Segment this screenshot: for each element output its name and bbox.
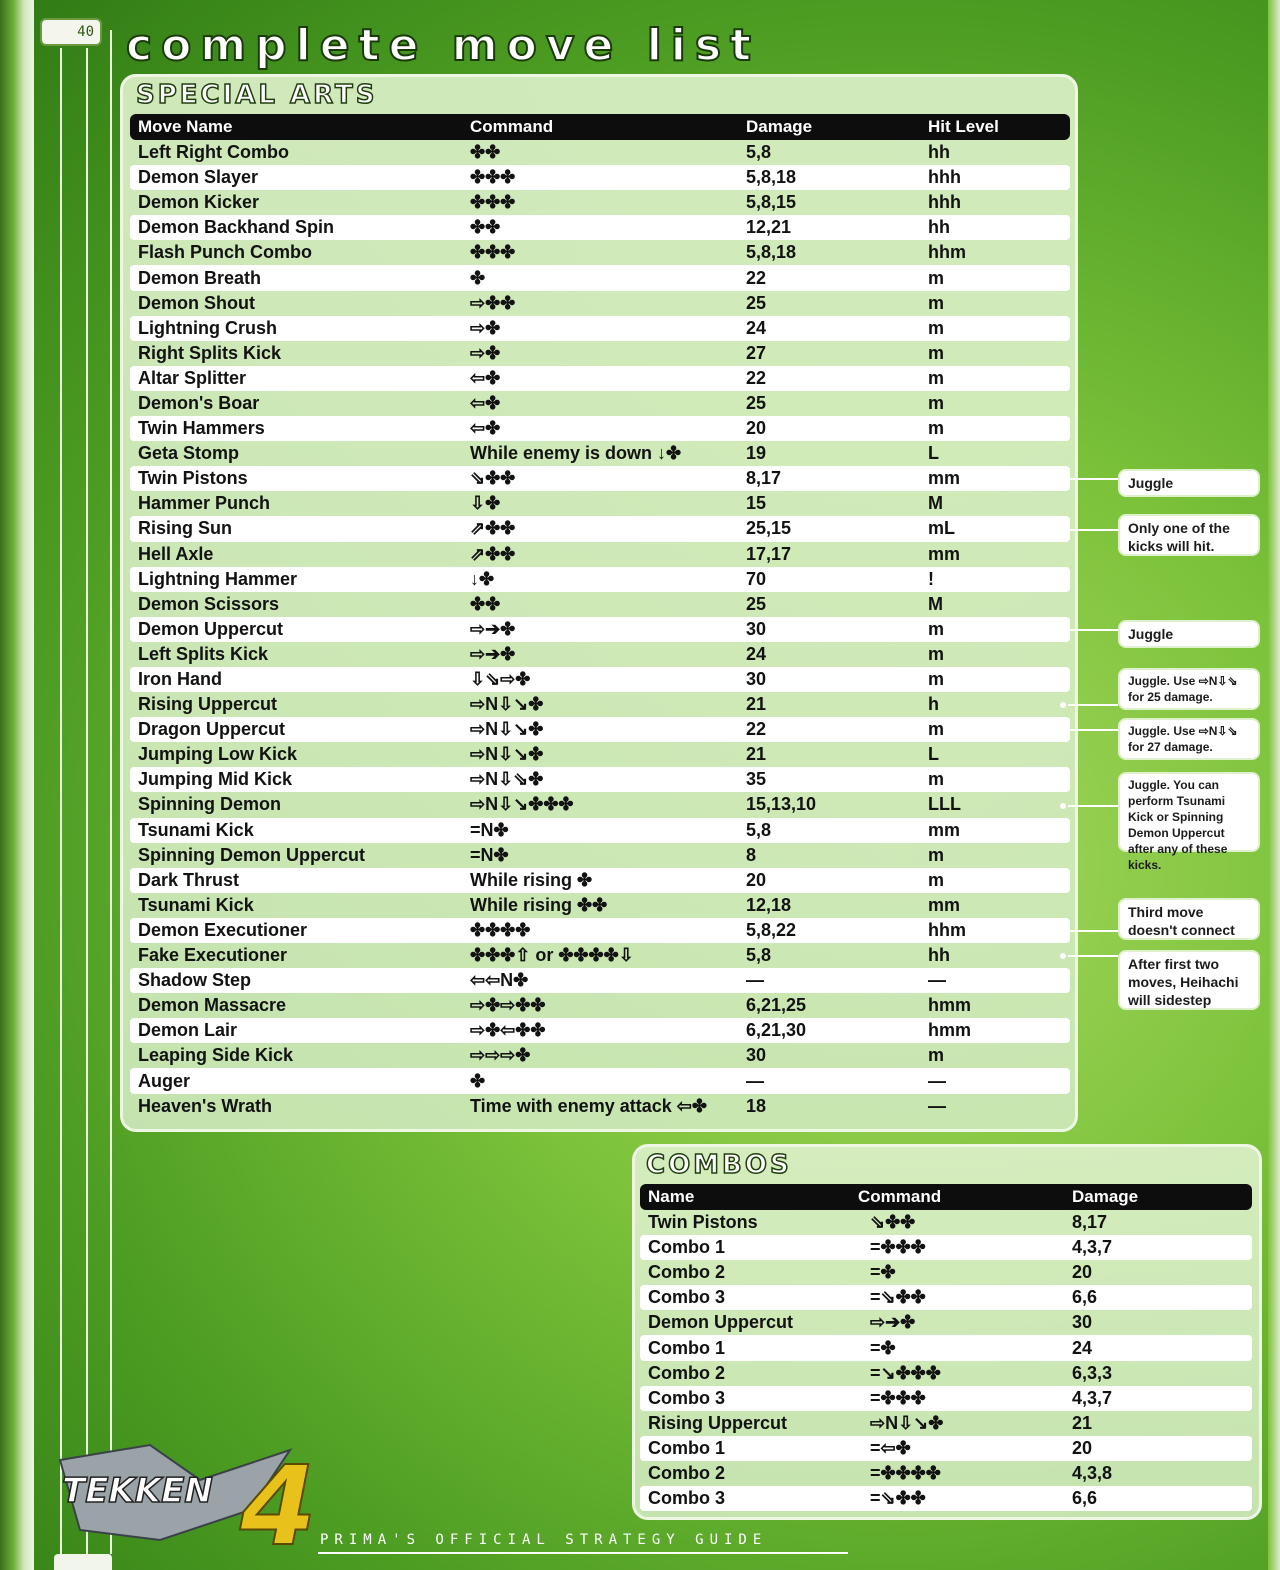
combo-name-cell: Combo 3 [640,1285,850,1310]
callout-connector [1068,704,1118,706]
combo-name-cell: Combo 2 [648,1462,726,1483]
damage-cell: 5,8,18 [738,165,920,190]
command-cell: ⇗✤✤ [462,516,738,541]
special-arts-title: SPECIAL ARTS [136,80,378,110]
callout-dot [1060,727,1066,733]
table-row [130,692,1070,717]
callout-note: Juggle [1118,469,1260,497]
hit-level-cell: m [928,643,945,664]
table-row [130,1068,1070,1093]
callout-connector [1068,930,1118,932]
table-row [130,542,1070,567]
damage-cell: 21 [746,744,767,765]
callout-connector [1068,805,1118,807]
damage-cell: — [738,1068,920,1093]
command-cell: ✤✤✤ [470,192,516,213]
hit-level-cell: hmm [928,995,972,1016]
hit-level-cell: L [928,443,939,464]
table-row [130,943,1070,968]
damage-cell: 30 [746,1045,767,1066]
callout-note: Juggle. Use ⇨N⇩⇘ for 27 damage. [1118,718,1260,760]
command-cell: ✤✤✤ [470,242,516,263]
move-name-cell: Auger [130,1068,462,1093]
command-cell: ⇨✤✤ [470,292,516,313]
combo-damage-cell: 6,6 [1064,1285,1252,1310]
hit-level-cell: mm [920,466,1070,491]
move-name-cell: Geta Stomp [138,443,240,464]
damage-cell: 5,8,22 [738,918,920,943]
callout-dot [1060,627,1066,633]
combo-damage-cell: 24 [1064,1335,1252,1360]
hit-level-cell: m [920,265,1070,290]
hit-level-cell: ! [920,567,1070,592]
damage-cell: 18 [746,1095,767,1116]
table-row [130,893,1070,918]
damage-cell: 19 [746,443,767,464]
page-title: complete move list [126,20,761,71]
move-name-cell: Twin Pistons [130,466,462,491]
table-row [130,441,1070,466]
move-name-cell: Demon Breath [130,265,462,290]
combo-name-cell: Combo 3 [640,1386,850,1411]
table-row [640,1461,1252,1486]
table-row [130,993,1070,1018]
damage-cell: 6,21,30 [738,1018,920,1043]
command-cell: ⇦⇦N✤ [462,968,738,993]
combo-command-cell: =✤✤✤ [850,1386,1064,1411]
table-row [130,466,1070,491]
move-name-cell: Demon Kicker [138,192,260,213]
move-name-cell: Shadow Step [130,968,462,993]
hit-level-cell: m [920,316,1070,341]
combo-name-cell: Twin Pistons [648,1212,758,1233]
callout-note: Juggle. Use ⇨N⇩⇘ for 25 damage. [1118,668,1260,710]
callout-dot [1060,803,1066,809]
damage-cell: 22 [738,265,920,290]
combos-table [640,1184,1252,1511]
table-row [640,1361,1252,1386]
combo-damage-cell: 30 [1072,1312,1093,1333]
damage-cell: 25 [746,392,767,413]
combo-name-cell: Combo 1 [640,1335,850,1360]
table-row [130,1043,1070,1068]
column-header-move-name: Move Name [130,114,462,140]
hit-level-cell: mm [920,818,1070,843]
damage-cell: 5,8 [746,945,772,966]
damage-cell: 35 [738,767,920,792]
combo-damage-cell: 6,6 [1064,1486,1252,1511]
move-name-cell: Tsunami Kick [130,818,462,843]
move-name-cell: Leaping Side Kick [138,1045,294,1066]
damage-cell: — [738,968,920,993]
decorative-line [110,30,112,1554]
table-row [130,140,1070,165]
page-edge [1268,0,1280,1570]
move-name-cell: Hell Axle [138,543,214,564]
callout-dot [1060,953,1066,959]
damage-cell: 20 [738,868,920,893]
table-row [130,516,1070,541]
combo-command-cell: ⇨N⇩↘✤ [870,1412,944,1433]
decorative-line [60,48,62,1554]
column-header-name: Name [640,1184,850,1210]
damage-cell: 17,17 [746,543,792,564]
damage-cell: 25 [746,593,767,614]
command-cell: ⇨N⇩↘✤ [462,717,738,742]
column-header-command: Command [850,1184,1064,1210]
move-name-cell: Heaven's Wrath [138,1095,272,1116]
combo-command-cell: =⇘✤✤ [850,1285,1064,1310]
tekken-4-logo [40,1440,340,1550]
hit-level-cell: m [920,416,1070,441]
callout-dot [1060,928,1066,934]
table-row [130,416,1070,441]
damage-cell: 8 [746,844,757,865]
damage-cell: 30 [738,667,920,692]
command-cell: ⇨✤⇨✤✤ [470,995,546,1016]
table-row [130,190,1070,215]
command-cell: ⇦✤ [462,366,738,391]
command-cell: ⇨N⇩⇘✤ [462,767,738,792]
hit-level-cell: m [928,844,945,865]
table-row [130,391,1070,416]
combos-title: COMBOS [646,1150,792,1180]
hit-level-cell: m [920,868,1070,893]
table-row [130,165,1070,190]
page-number: 40 [77,24,94,40]
hit-level-cell: — [920,1068,1070,1093]
damage-cell: 25 [746,292,767,313]
table-row [130,215,1070,240]
move-name-cell: Twin Hammers [130,416,462,441]
hit-level-cell: m [920,667,1070,692]
command-cell: ⇨N⇩↘✤ [470,744,544,765]
hit-level-cell: M [928,593,943,614]
hit-level-cell: hh [928,945,950,966]
move-name-cell: Lightning Crush [130,316,462,341]
move-name-cell: Lightning Hammer [130,567,462,592]
command-cell: =N✤ [470,844,509,865]
combo-command-cell: =✤✤✤ [850,1235,1064,1260]
combo-command-cell: =✤ [870,1262,896,1283]
hit-level-cell: m [920,717,1070,742]
damage-cell: 12,18 [746,894,792,915]
combo-command-cell: =⇦✤ [850,1436,1064,1461]
combo-name-cell: Combo 2 [648,1262,726,1283]
damage-cell: 21 [746,694,767,715]
table-row [640,1486,1252,1511]
table-row [130,291,1070,316]
table-row [130,491,1070,516]
command-cell: ✤✤ [470,142,501,163]
callout-connector [1068,729,1118,731]
hit-level-cell: m [928,292,945,313]
combo-command-cell: =✤ [850,1335,1064,1360]
table-row [130,843,1070,868]
callout-note: Juggle [1118,620,1260,648]
move-name-cell: Flash Punch Combo [138,242,313,263]
table-row [130,316,1070,341]
command-cell: ⇨✤⇦✤✤ [462,1018,738,1043]
damage-cell: 15 [746,493,767,514]
combo-damage-cell: 6,3,3 [1072,1362,1113,1383]
move-name-cell: Rising Uppercut [138,694,278,715]
combo-damage-cell: 4,3,8 [1072,1462,1113,1483]
command-cell: ⇨⇨⇨✤ [470,1045,531,1066]
table-row [130,265,1070,290]
move-name-cell: Demon Executioner [130,918,462,943]
move-name-cell: Dark Thrust [130,868,462,893]
table-row [640,1260,1252,1285]
table-row [640,1386,1252,1411]
combo-damage-cell: 21 [1072,1412,1093,1433]
hit-level-cell: hhm [928,242,966,263]
move-name-cell: Demon's Boar [138,392,260,413]
table-row [130,642,1070,667]
command-cell: ↓✤ [462,567,738,592]
damage-cell: 30 [738,617,920,642]
table-row [640,1210,1252,1235]
damage-cell: 5,8,18 [746,242,797,263]
logo-number: 4 [240,1442,317,1550]
special-arts-table [130,114,1070,1119]
callout-dot [1060,476,1066,482]
hit-level-cell: mm [928,894,961,915]
table-row [130,818,1070,843]
command-cell: ✤ [462,1068,738,1093]
hit-level-cell: hhm [920,918,1070,943]
table-row [130,767,1070,792]
command-cell: =N✤ [462,818,738,843]
command-cell: ✤✤✤ [462,165,738,190]
damage-cell: 15,13,10 [746,794,817,815]
command-cell: ⇦✤ [470,392,501,413]
move-name-cell: Altar Splitter [130,366,462,391]
footer-line [318,1552,848,1554]
move-name-cell: Jumping Low Kick [138,744,298,765]
special-arts-header-row [130,114,1070,140]
hit-level-cell: — [920,968,1070,993]
combo-damage-cell: 4,3,7 [1064,1235,1252,1260]
command-cell: ✤✤ [462,215,738,240]
combo-name-cell: Combo 3 [640,1486,850,1511]
move-name-cell: Dragon Uppercut [130,717,462,742]
damage-cell: 8,17 [738,466,920,491]
combo-name-cell: Combo 1 [640,1235,850,1260]
callout-note: After first two moves, Heihachi will sidestep [1118,950,1260,1010]
callout-note: Juggle. You can perform Tsunami Kick or Spinning Demon Uppercut after any of these kicks. [1118,772,1260,852]
bottom-tab [54,1554,112,1570]
damage-cell: 24 [746,643,767,664]
callout-dot [1060,527,1066,533]
table-row [640,1235,1252,1260]
hit-level-cell: m [920,366,1070,391]
hit-level-cell: hhh [928,192,961,213]
callout-connector [1068,529,1118,531]
table-row [640,1411,1252,1436]
hit-level-cell: hmm [920,1018,1070,1043]
callout-note: Third move doesn't connect [1118,898,1260,940]
combo-command-cell: =✤✤✤✤ [870,1462,941,1483]
command-cell: ⇦✤ [462,416,738,441]
command-cell: ⇨➔✤ [462,617,738,642]
damage-cell: 5,8 [738,818,920,843]
page-number-tab [40,18,102,46]
command-cell: ⇗✤✤ [470,543,516,564]
move-name-cell: Left Splits Kick [138,643,269,664]
combo-name-cell: Rising Uppercut [648,1412,788,1433]
callout-note: Only one of the kicks will hit. [1118,514,1260,556]
damage-cell: 24 [738,316,920,341]
logo-text: TEKKEN [62,1471,213,1511]
combo-name-cell: Demon Uppercut [648,1312,794,1333]
damage-cell: 22 [738,366,920,391]
combo-damage-cell: 20 [1072,1262,1093,1283]
table-row [130,617,1070,642]
column-header-damage: Damage [738,114,920,140]
combo-command-cell: ⇨➔✤ [870,1312,916,1333]
command-cell: ⇨N⇩↘✤ [470,694,544,715]
column-header-command: Command [462,114,738,140]
damage-cell: 12,21 [738,215,920,240]
hit-level-cell: — [928,1095,946,1116]
table-row [130,918,1070,943]
table-row [640,1285,1252,1310]
hit-level-cell: m [920,617,1070,642]
move-name-cell: Iron Hand [130,667,462,692]
damage-cell: 27 [746,342,767,363]
table-row [130,968,1070,993]
table-row [130,341,1070,366]
move-name-cell: Tsunami Kick [138,894,254,915]
move-name-cell: Left Right Combo [138,142,289,163]
damage-cell: 5,8 [746,142,772,163]
damage-cell: 5,8,15 [746,192,797,213]
hit-level-cell: M [928,493,943,514]
move-name-cell: Demon Scissors [138,593,280,614]
hit-level-cell: LLL [928,794,961,815]
callout-connector [1068,955,1118,957]
combo-name-cell: Combo 2 [648,1362,726,1383]
table-row [130,567,1070,592]
hit-level-cell: hh [920,215,1070,240]
command-cell: ⇘✤✤ [462,466,738,491]
command-cell: ⇨✤ [470,342,501,363]
table-row [130,240,1070,265]
combo-damage-cell: 8,17 [1072,1212,1108,1233]
table-row [130,667,1070,692]
combo-command-cell: ⇘✤✤ [870,1212,916,1233]
decorative-line [86,48,88,1554]
command-cell: While rising ✤✤ [470,894,608,915]
command-cell: ✤✤✤✤ [462,918,738,943]
combos-header-row [640,1184,1252,1210]
command-cell: ⇩⇘⇨✤ [462,667,738,692]
damage-cell: 20 [738,416,920,441]
table-row [130,868,1070,893]
callout-connector [1068,629,1118,631]
move-name-cell: Demon Slayer [130,165,462,190]
hit-level-cell: L [928,744,939,765]
table-row [130,742,1070,767]
move-name-cell: Spinning Demon [138,794,281,815]
command-cell: While rising ✤ [462,868,738,893]
move-name-cell: Demon Shout [138,292,255,313]
move-name-cell: Right Splits Kick [138,342,282,363]
hit-level-cell: m [928,1045,945,1066]
table-row [640,1335,1252,1360]
footer-text: PRIMA'S OFFICIAL STRATEGY GUIDE [320,1532,768,1548]
move-name-cell: Rising Sun [130,516,462,541]
command-cell: ⇩✤ [470,493,501,514]
command-cell: ✤✤ [470,593,501,614]
command-cell: ✤✤✤⇧ or ✤✤✤✤⇩ [470,945,634,966]
combo-command-cell: =⇘✤✤ [850,1486,1064,1511]
command-cell: Time with enemy attack ⇦✤ [470,1095,707,1116]
column-header-hit-level: Hit Level [920,114,1070,140]
move-name-cell: Demon Backhand Spin [130,215,462,240]
move-name-cell: Demon Uppercut [130,617,462,642]
combo-damage-cell: 4,3,7 [1064,1386,1252,1411]
table-row [640,1310,1252,1335]
move-name-cell: Demon Lair [130,1018,462,1043]
damage-cell: 70 [738,567,920,592]
move-name-cell: Demon Massacre [138,995,287,1016]
column-header-damage: Damage [1064,1184,1252,1210]
move-name-cell: Jumping Mid Kick [130,767,462,792]
hit-level-cell: mL [920,516,1070,541]
table-row [130,592,1070,617]
table-row [130,717,1070,742]
combo-damage-cell: 20 [1064,1436,1252,1461]
hit-level-cell: mm [928,543,961,564]
move-name-cell: Hammer Punch [138,493,271,514]
table-row [130,1018,1070,1043]
book-spine [0,0,34,1570]
callout-connector [1068,478,1118,480]
damage-cell: 25,15 [738,516,920,541]
command-cell: While enemy is down ↓✤ [470,443,682,464]
table-row [640,1436,1252,1461]
table-row [130,1094,1070,1119]
hit-level-cell: m [920,767,1070,792]
hit-level-cell: m [928,392,945,413]
combo-name-cell: Combo 1 [640,1436,850,1461]
move-name-cell: Spinning Demon Uppercut [138,844,365,865]
table-row [130,366,1070,391]
callout-dot [1060,702,1066,708]
command-cell: ✤ [462,265,738,290]
combo-command-cell: =↘✤✤✤ [870,1362,941,1383]
hit-level-cell: hh [928,142,950,163]
hit-level-cell: h [928,694,939,715]
command-cell: ⇨N⇩↘✤✤✤ [470,794,574,815]
move-name-cell: Fake Executioner [138,945,288,966]
command-cell: ⇨✤ [462,316,738,341]
damage-cell: 22 [738,717,920,742]
command-cell: ⇨➔✤ [470,643,516,664]
hit-level-cell: hhh [920,165,1070,190]
damage-cell: 6,21,25 [746,995,807,1016]
table-row [130,792,1070,817]
hit-level-cell: m [928,342,945,363]
